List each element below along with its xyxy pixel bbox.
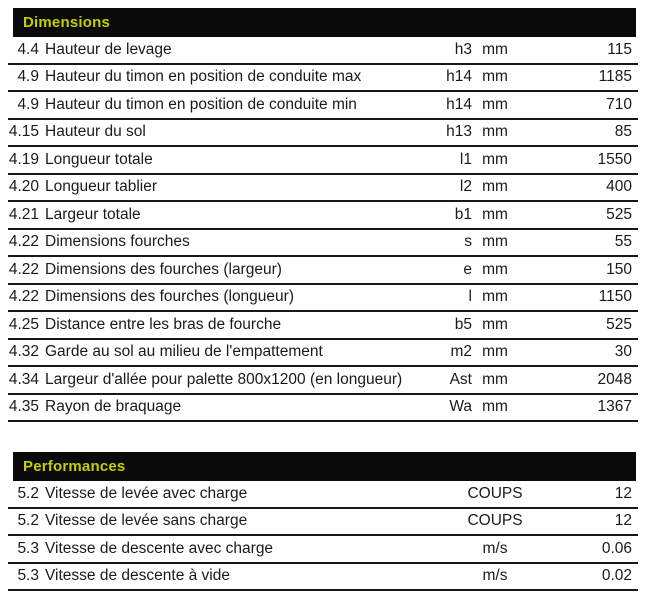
row-code: 4.25 [8,315,39,333]
row-unit: COUPS [467,512,523,530]
table-row [8,175,638,203]
row-code: 4.35 [8,398,39,416]
table-row [8,395,638,423]
row-value: 525 [606,205,632,223]
row-label: Vitesse de levée sans charge [45,512,248,530]
row-label: Distance entre les bras de fourche [45,315,282,333]
row-unit: COUPS [467,484,523,502]
row-code: 4.22 [8,288,39,306]
section-dimensions [0,8,661,422]
table-row [8,120,638,148]
table-row [8,230,638,258]
table-row [8,367,638,395]
row-code: 5.2 [17,512,39,530]
row-code: 4.22 [8,233,39,251]
table-row [8,536,638,564]
row-code: 5.3 [17,539,39,557]
row-symbol: e [463,260,472,278]
row-code: 4.20 [8,178,39,196]
row-unit: mm [482,343,508,361]
row-code: 4.32 [8,343,39,361]
row-value: 1185 [598,68,632,86]
section-header-bar [13,8,636,37]
row-unit: mm [482,178,508,196]
row-code: 4.21 [8,205,39,223]
table-row [8,564,638,592]
row-unit: mm [482,315,508,333]
table-row [8,340,638,368]
row-symbol: b1 [454,205,472,223]
row-label: Vitesse de descente à vide [45,567,230,585]
row-value: 55 [614,233,632,251]
row-symbol: m2 [450,343,472,361]
row-symbol: s [464,233,472,251]
row-symbol: l2 [459,178,472,196]
row-symbol: h14 [446,68,472,86]
row-label: Longueur totale [45,150,153,168]
row-symbol: h13 [446,123,472,141]
row-label: Dimensions des fourches (largeur) [45,260,282,278]
row-label: Hauteur du sol [45,123,146,141]
row-symbol: h14 [446,95,472,113]
table-row [8,481,638,509]
row-label: Dimensions fourches [45,233,190,251]
row-value: 0.02 [601,567,632,585]
row-label: Vitesse de levée avec charge [45,484,248,502]
row-value: 30 [614,343,632,361]
row-unit: mm [482,40,508,58]
row-unit: mm [482,233,508,251]
row-code: 5.2 [17,484,39,502]
row-unit: mm [482,288,508,306]
table-row [8,312,638,340]
table-row [8,92,638,120]
row-code: 4.9 [17,95,39,113]
table-row [8,147,638,175]
performances-rows [8,481,638,591]
section-title: Dimensions [23,14,111,31]
section-header-bar [13,452,636,481]
row-symbol: l1 [459,150,472,168]
row-label: Longueur tablier [45,178,158,196]
row-symbol: l [468,288,472,306]
row-code: 4.34 [8,370,39,388]
row-label: Largeur totale [45,205,141,223]
row-label: Hauteur du timon en position de conduite min [45,95,357,113]
row-label: Largeur d'allée pour palette 800x1200 (en longueur) [45,370,403,388]
row-value: 525 [606,315,632,333]
table-row [8,257,638,285]
row-label: Hauteur du timon en position de conduite max [45,68,362,86]
row-unit: mm [482,150,508,168]
row-value: 2048 [597,370,632,388]
row-code: 4.22 [8,260,39,278]
row-label: Garde au sol au milieu de l'empattement [45,343,323,361]
row-value: 1367 [597,398,632,416]
table-row [8,37,638,65]
row-value: 0.06 [601,539,632,557]
row-code: 4.9 [17,68,39,86]
row-unit: mm [482,68,508,86]
row-value: 1150 [598,288,632,306]
table-row [8,509,638,537]
section-title: Performances [23,458,126,475]
row-unit: m/s [482,567,508,585]
row-value: 12 [614,484,632,502]
row-label: Rayon de braquage [45,398,182,416]
row-symbol: b5 [454,315,472,333]
row-symbol: Wa [449,398,472,416]
row-value: 85 [614,123,632,141]
row-unit: mm [482,123,508,141]
row-symbol: Ast [449,370,472,388]
row-symbol: h3 [454,40,472,58]
row-unit: m/s [482,539,508,557]
row-value: 400 [606,178,632,196]
row-value: 12 [614,512,632,530]
row-unit: mm [482,205,508,223]
row-unit: mm [482,260,508,278]
table-row [8,65,638,93]
row-label: Hauteur de levage [45,40,172,58]
row-unit: mm [482,95,508,113]
row-label: Vitesse de descente avec charge [45,539,274,557]
dimensions-rows [8,37,638,422]
row-code: 4.4 [17,40,39,58]
row-unit: mm [482,398,508,416]
row-value: 1550 [597,150,632,168]
table-row [8,285,638,313]
row-value: 710 [606,95,632,113]
row-code: 4.19 [8,150,39,168]
table-row [8,202,638,230]
row-value: 115 [607,40,632,58]
section-performances [0,452,661,591]
row-value: 150 [606,260,632,278]
row-code: 4.15 [8,123,39,141]
row-label: Dimensions des fourches (longueur) [45,288,294,306]
row-code: 5.3 [17,567,39,585]
row-unit: mm [482,370,508,388]
